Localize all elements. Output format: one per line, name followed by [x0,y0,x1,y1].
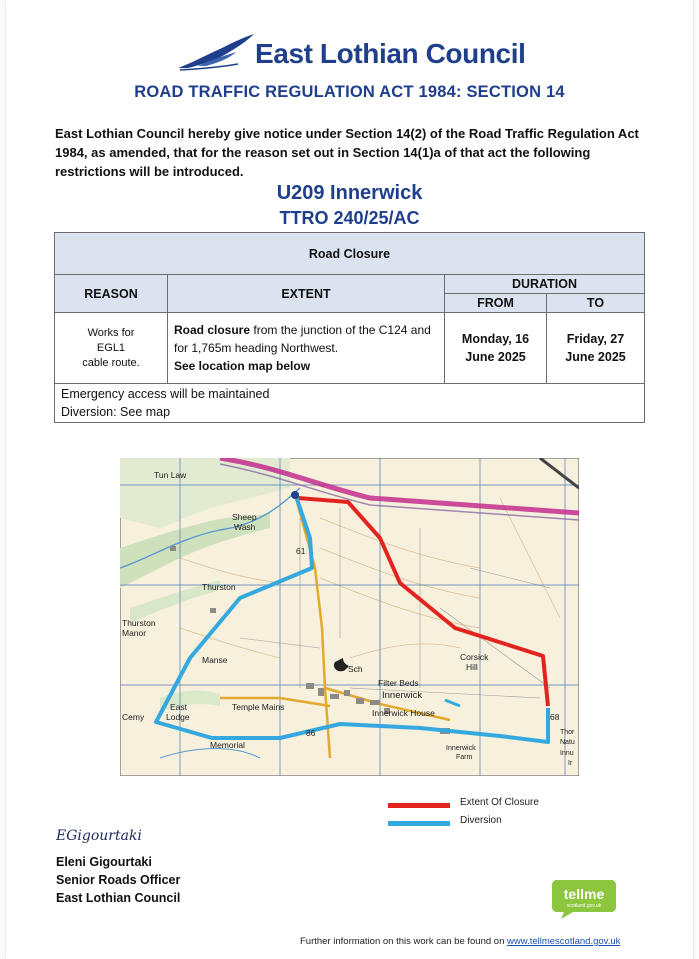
tellme-brand: tellme [563,886,605,902]
from-date-line: Monday, 16 [461,332,530,346]
header-reason: REASON [55,275,168,313]
eagle-logo-icon [176,32,256,74]
act-title: ROAD TRAFFIC REGULATION ACT 1984: SECTION 14 [134,83,565,101]
header-duration: DURATION [445,275,645,294]
tellme-domain: scotland.gov.uk [566,903,602,909]
map-label: Innerwick House [372,708,435,718]
signature-scrawl: EGigourtaki [56,828,142,844]
header-to: TO [547,294,645,313]
map-label: Innerwick [382,690,423,701]
map-label: Corsick [460,652,489,662]
map-label: Memorial [210,740,245,750]
notes-cell [55,384,645,423]
map-label: East [170,702,188,712]
map-label: Tun Law [154,470,187,480]
map-label: Thor [560,729,575,736]
map-label: Temple Mains [232,702,285,712]
signatory-name: Eleni Gigourtaki [56,855,152,869]
order-reference: TTRO 240/25/AC [279,208,420,228]
notice-text: East Lothian Council hereby give notice under Section 14(2) of the Road Traffic Regulation Act 1984, as amended, that for the reason set out in Section 14(1)a of that act the following restrictions will be introduced. [55,126,639,179]
map-label: 68 [550,712,560,722]
reason-cell [55,313,168,384]
map-label: Filter Beds [378,678,419,688]
map-label: Thurston [122,618,156,628]
extent-description: from the junction of the C124 and for 1,765m heading Northwest. [174,323,431,355]
map-label: Natu [560,739,575,746]
signatory-block [56,853,180,907]
signatory-title: Senior Roads Officer [56,873,181,887]
tellme-logo [551,878,617,920]
extent-closure-label: Road closure [174,323,251,337]
map-label: Sheep [232,512,257,522]
to-date-cell [547,313,645,384]
organisation-name: East Lothian Council [255,38,526,69]
reason-line: EGL1 [96,341,126,354]
reason-line: cable route. [82,356,140,369]
emergency-access-note: Emergency access will be maintained [61,387,270,401]
tellmescotland-link[interactable]: www.tellmescotland.gov.uk [507,936,621,947]
reason-line: Works for [87,326,135,339]
signatory-organisation: East Lothian Council [56,891,181,905]
diversion-note: Diversion: See map [61,405,171,419]
map-label: Cemy [122,712,145,722]
to-date-line: Friday, 27 [566,332,625,346]
map-label: 86 [306,728,316,738]
diversion-swatch [388,821,450,826]
table-title: Road Closure [55,233,645,275]
map-label: Ir [568,760,573,767]
map-label: Thurston [202,582,236,592]
footer-note [300,936,620,947]
header-from: FROM [445,294,547,313]
map-label: Lodge [166,712,190,722]
from-date-line: June 2025 [465,350,526,364]
header-extent: EXTENT [168,275,445,313]
map-label: Wash [234,522,256,532]
diversion-legend-label: Diversion [460,815,502,826]
map-label: 61 [296,546,306,556]
to-date-line: June 2025 [565,350,626,364]
closure-legend-label: Extent Of Closure [460,797,539,808]
extent-cell [168,313,445,384]
closure-swatch [388,803,450,808]
map-label: Manor [122,628,147,638]
footer-text: Further information on this work can be found on [300,936,508,947]
extent-map-reference: See location map below [174,359,311,373]
map-label: Innu [560,750,574,757]
road-name: U209 Innerwick [276,182,423,204]
map-label: Sch [348,664,363,674]
handwritten-signature [56,824,186,846]
map-label: Farm [456,754,473,761]
location-map [120,458,579,776]
from-date-cell [445,313,547,384]
closure-table [54,232,645,423]
map-label: Manse [202,655,228,665]
council-logo [176,32,536,74]
map-label: Hill [466,662,478,672]
map-label: Innerwick [446,745,476,752]
